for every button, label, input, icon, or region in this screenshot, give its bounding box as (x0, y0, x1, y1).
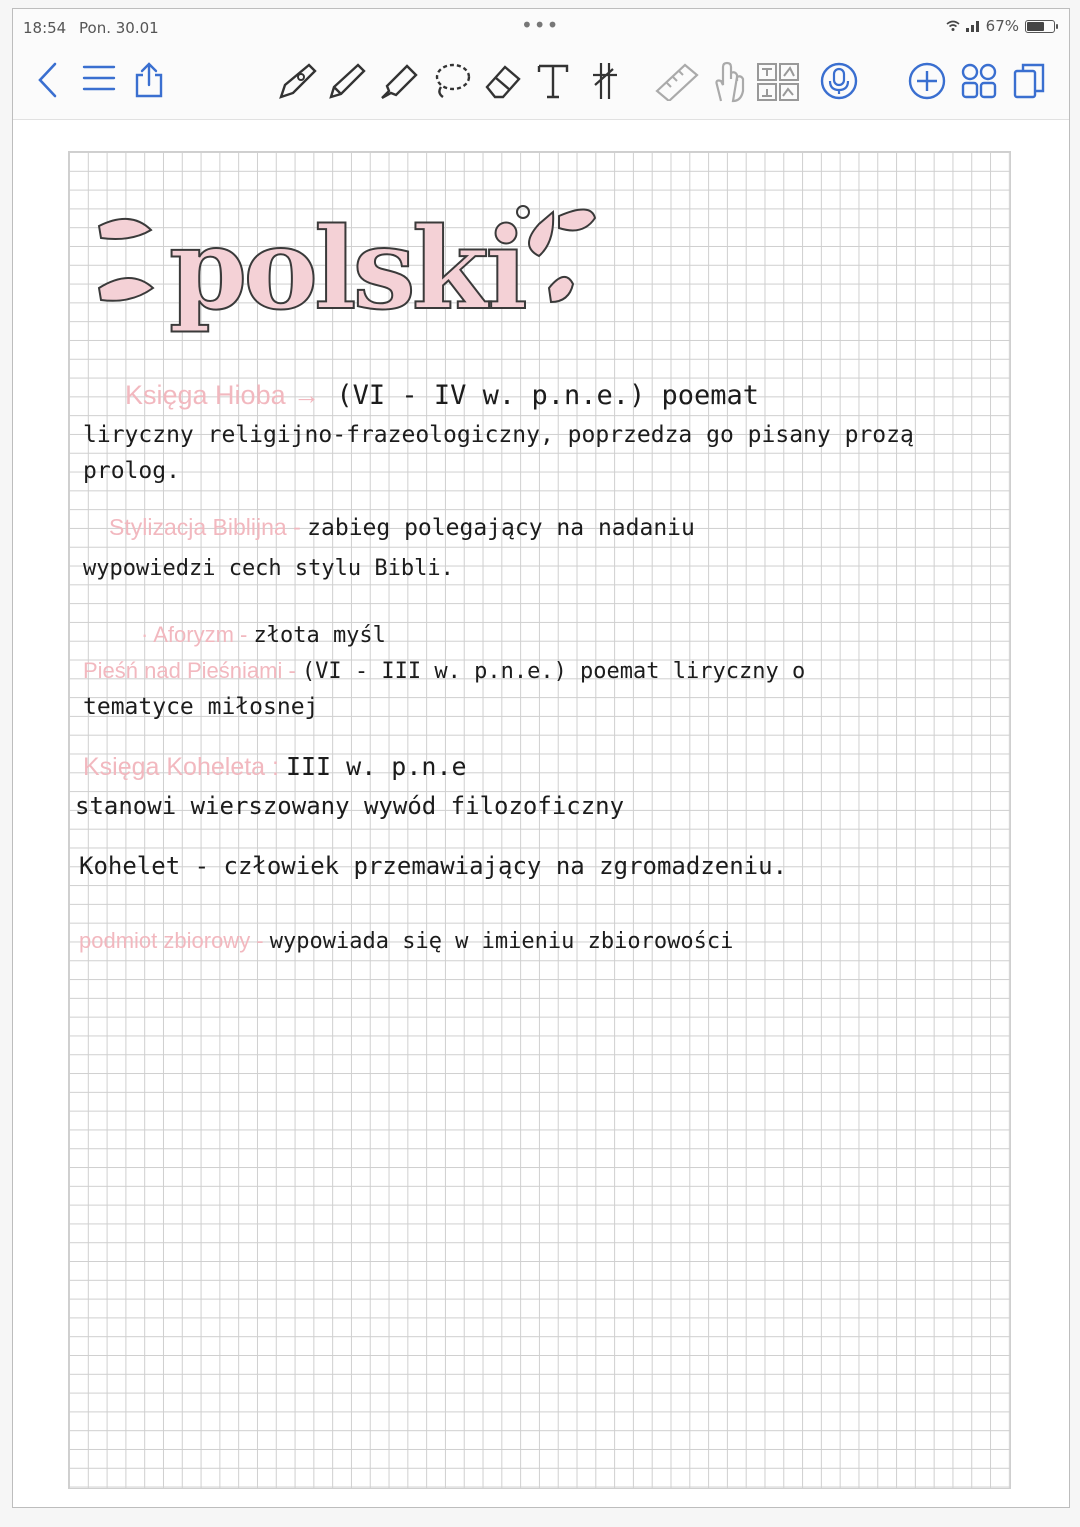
note-term: Pieśń nad Pieśniami (83, 658, 283, 683)
note-term: · Aforyzm (141, 622, 234, 647)
back-chevron-icon[interactable] (35, 61, 59, 99)
note-separator: - (233, 622, 254, 647)
status-time: 18:54 (23, 19, 67, 37)
note-line (75, 792, 624, 820)
lasso-icon[interactable] (429, 61, 473, 101)
note-term: Stylizacja Biblijna (109, 514, 287, 540)
note-text: wypowiedzi cech stylu Bibli. (83, 556, 454, 581)
note-separator: - (286, 514, 308, 540)
note-separator: → (285, 380, 321, 410)
note-text: wypowiada się w imieniu zbiorowości (269, 929, 734, 954)
note-text: prolog. (83, 458, 180, 484)
battery-icon (1025, 20, 1055, 33)
microphone-icon[interactable] (819, 61, 859, 101)
note-line (83, 752, 467, 782)
note-text: III w. p.n.e (285, 752, 467, 781)
share-icon[interactable] (133, 61, 165, 99)
note-line (83, 658, 805, 684)
note-line (141, 622, 386, 648)
note-term: podmiot zbiorowy (79, 928, 251, 953)
note-text: (VI - III w. p.n.e.) poemat liryczny o (301, 659, 806, 684)
wifi-icon (946, 20, 960, 32)
note-separator: - (282, 658, 302, 683)
elements-icon[interactable] (755, 61, 801, 103)
note-title: polski (169, 204, 524, 335)
note-line (109, 514, 695, 541)
add-page-icon[interactable] (907, 61, 947, 101)
note-term: Księga Hioba (125, 380, 286, 410)
decor-drop-right-icon (499, 198, 599, 318)
note-line (125, 380, 759, 411)
pages-grid-icon[interactable] (959, 61, 999, 101)
tablet-screen (12, 8, 1070, 1508)
pen-icon[interactable] (275, 61, 319, 101)
note-separator: - (250, 928, 270, 953)
note-text: złota myśl (253, 623, 386, 648)
note-line (79, 852, 787, 880)
status-bar (13, 9, 1069, 45)
note-line (83, 458, 180, 484)
status-date: Pon. 30.01 (79, 19, 159, 37)
toolbar (13, 45, 1069, 120)
ruler-icon[interactable] (653, 61, 701, 101)
pencil-icon[interactable] (325, 61, 369, 101)
note-text: zabieg polegający na nadaniu (307, 515, 695, 541)
note-page[interactable] (68, 151, 1011, 1489)
text-icon[interactable] (533, 61, 573, 101)
copy-icon[interactable] (1011, 61, 1047, 101)
menu-icon[interactable] (81, 61, 117, 95)
hand-icon[interactable] (711, 61, 747, 103)
note-text: (VI - IV w. p.n.e.) poemat (320, 380, 760, 411)
note-text: liryczny religijno-frazeologiczny, poprzedza go pisany prozą (83, 422, 914, 448)
highlighter-icon[interactable] (377, 61, 421, 101)
note-text: stanowi wierszowany wywód filozoficzny (75, 792, 625, 820)
note-line (83, 556, 454, 581)
note-text: tematyce miłosnej (83, 694, 319, 720)
battery-fill (1027, 22, 1044, 31)
battery-percent: 67% (985, 17, 1019, 35)
signal-icon (966, 20, 980, 32)
note-line (79, 928, 733, 954)
note-text: Kohelet - człowiek przemawiający na zgromadzeniu. (79, 852, 788, 880)
status-right (946, 17, 1055, 35)
eraser-icon[interactable] (481, 61, 525, 101)
multitask-dots-icon[interactable]: ••• (521, 13, 560, 37)
note-term: Księga Koheleta (83, 753, 266, 781)
scissors-icon[interactable] (583, 61, 627, 101)
note-line (83, 422, 914, 448)
note-separator: : (265, 753, 286, 781)
decor-drop-left-icon (91, 208, 161, 318)
note-line (83, 694, 318, 720)
